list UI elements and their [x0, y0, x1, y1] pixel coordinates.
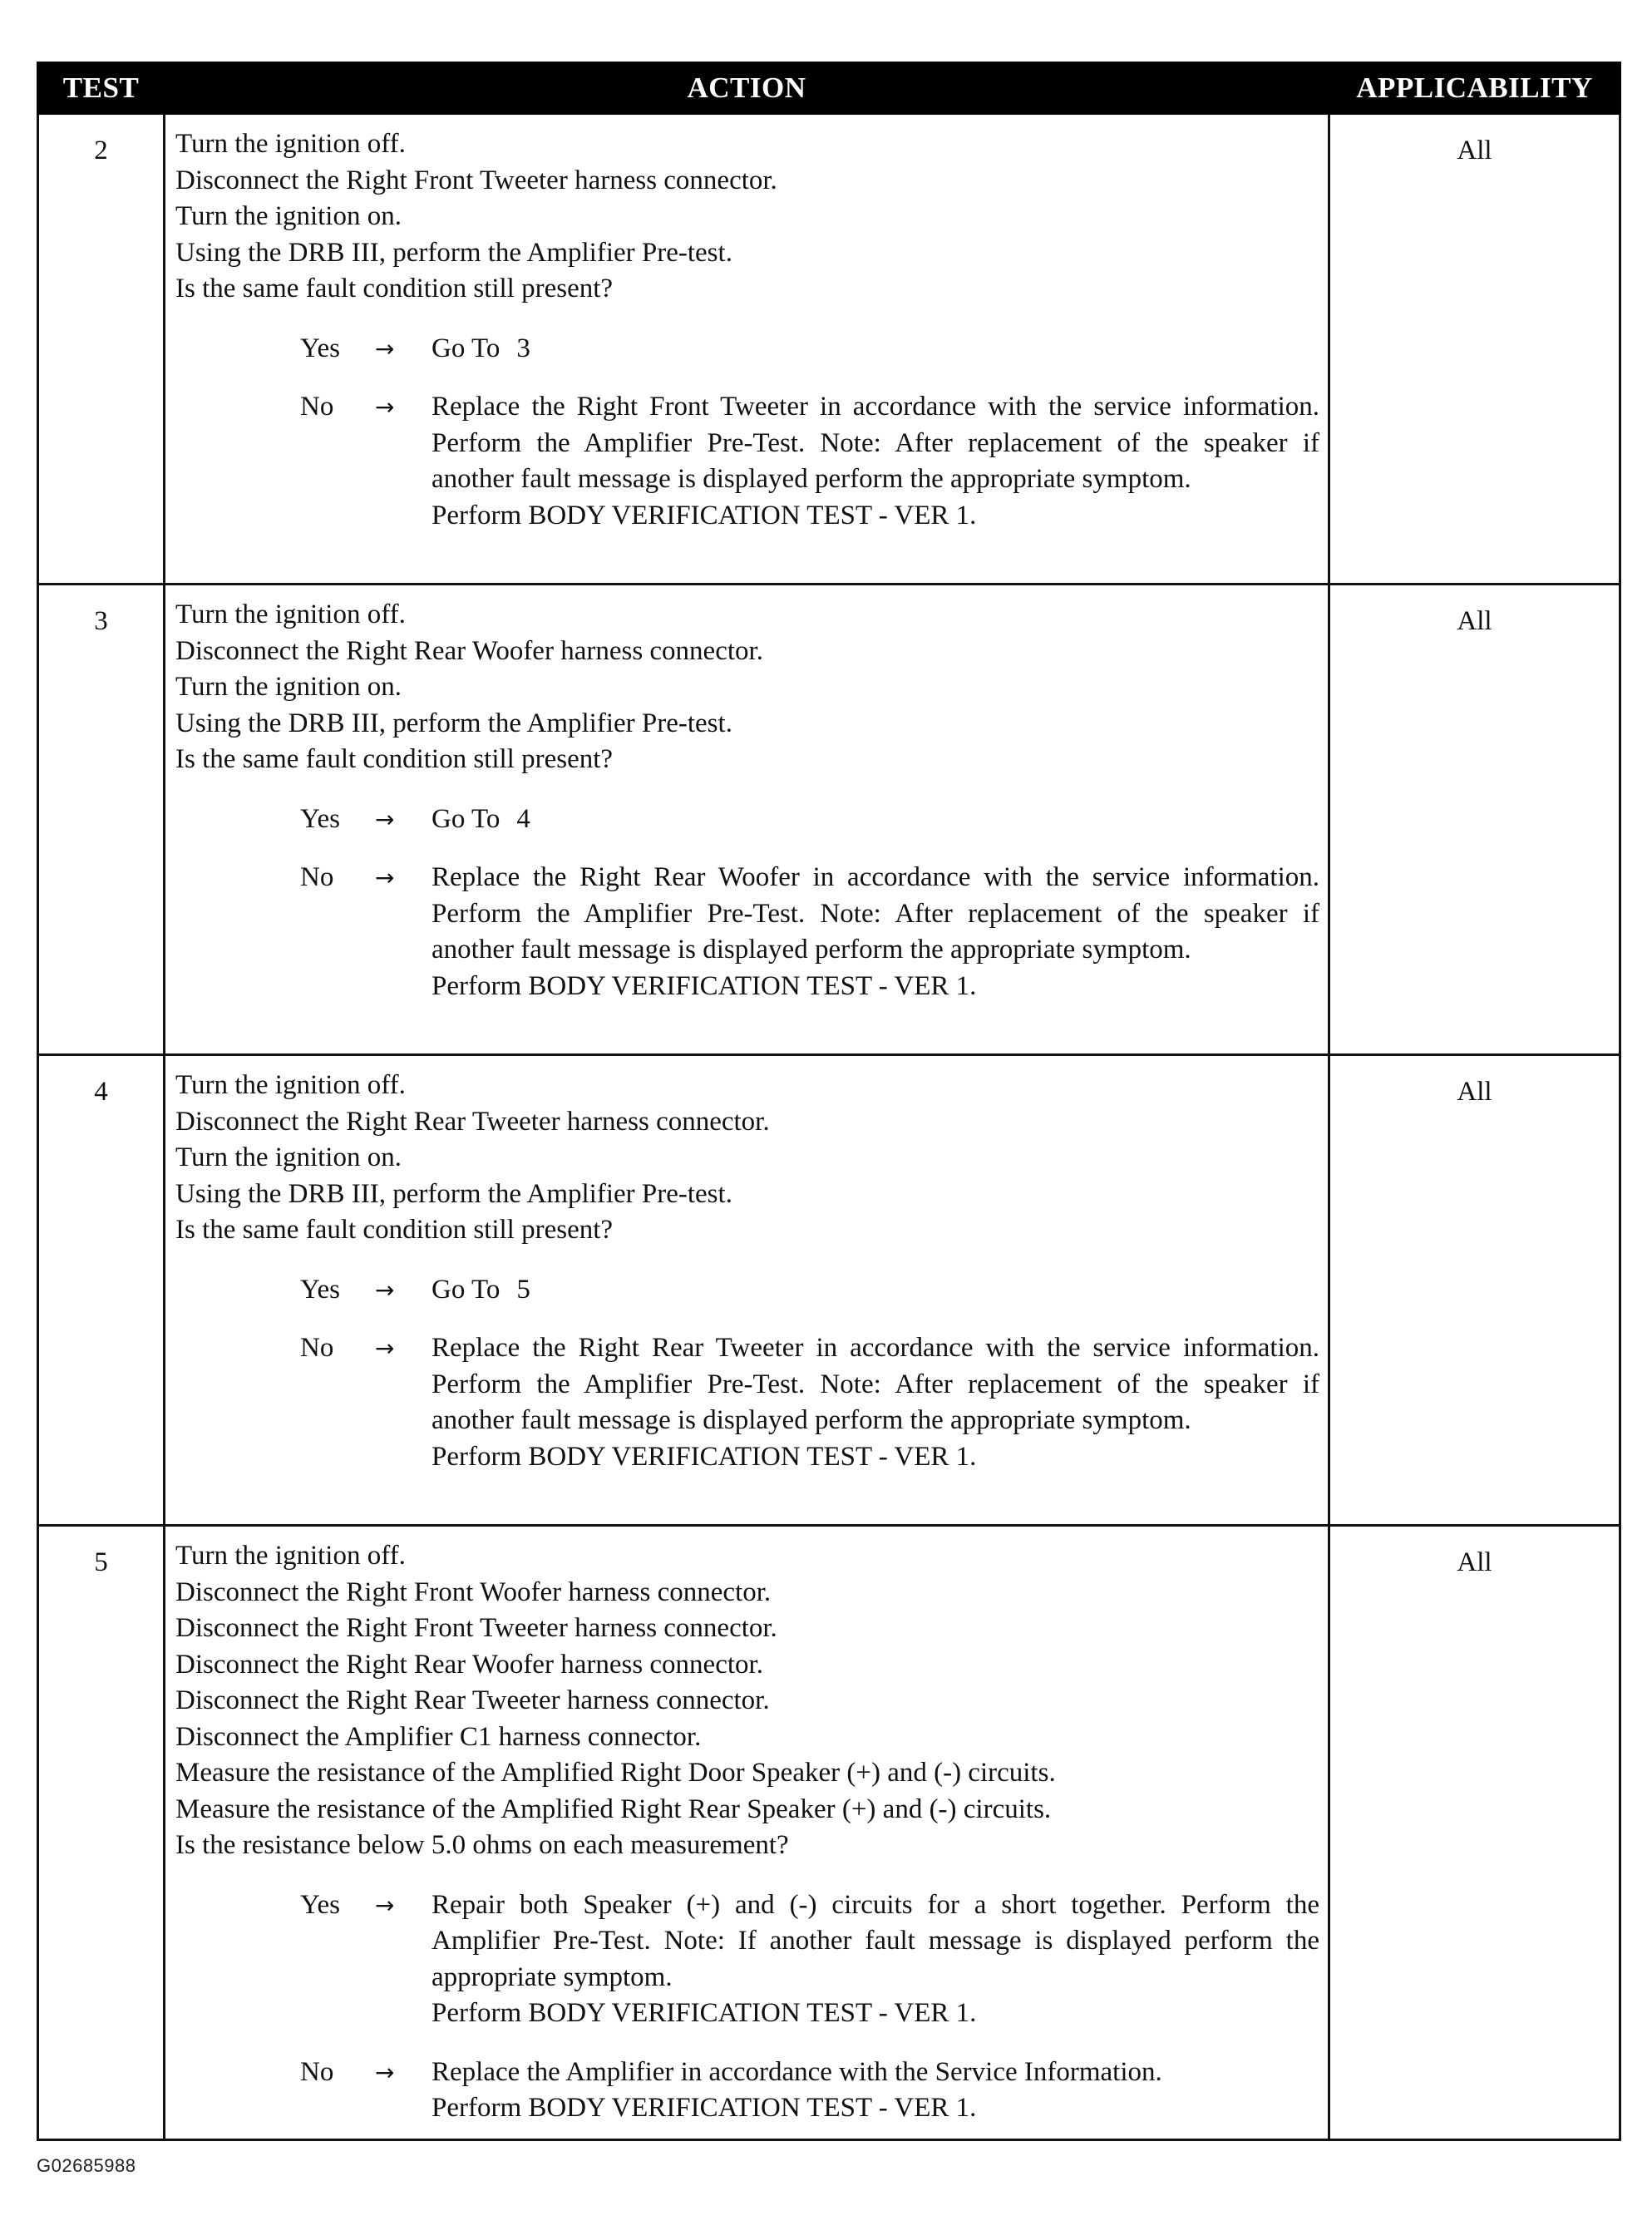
yes-answer — [175, 1887, 1319, 2032]
applicability-cell: All — [1329, 585, 1620, 1055]
step-line: Disconnect the Right Rear Tweeter harness connector. — [175, 1685, 770, 1715]
answer-line: Replace the Right Front Tweeter in accordance with the service information. Perform the Amplifier Pre-Test. Note: After replacement of the speaker if another fault message is displayed perform the appropriate symptom. — [431, 392, 1319, 494]
right-arrow-icon: → — [375, 1335, 395, 1362]
step-line: Is the resistance below 5.0 ohms on each measurement? — [175, 1830, 789, 1860]
applicability-cell: All — [1329, 1526, 1620, 2140]
yes-label: Yes — [300, 333, 341, 363]
answer-block — [175, 1887, 1319, 2127]
yes-answer — [175, 802, 1319, 838]
answer-line: Replace the Right Rear Woofer in accordance with the service information. Perform the Amplifier Pre-Test. Note: After replacement of the speaker if another fault message is displayed perform the appropriate symptom. — [431, 862, 1319, 965]
step-line: Disconnect the Right Front Tweeter harness connector. — [175, 1613, 777, 1643]
no-text — [431, 1330, 1319, 1475]
step-line: Is the same fault condition still present? — [175, 744, 614, 774]
no-label: No — [300, 392, 334, 422]
step-line: Using the DRB III, perform the Amplifier Pre-test. — [175, 708, 732, 738]
right-arrow-icon: → — [375, 393, 395, 421]
test-row-5 — [38, 1526, 1620, 2140]
step-line: Turn the ignition off. — [175, 1070, 406, 1100]
goto-label: Go To — [431, 1274, 501, 1305]
yes-text — [431, 1887, 1319, 2032]
yes-goto — [431, 1272, 1319, 1309]
answer-line: Replace the Right Rear Tweeter in accordance with the service information. Perform the Amplifier Pre-Test. Note: After replacement of the speaker if another fault message is displayed perform the appropriate symptom. — [431, 1333, 1319, 1435]
step-line: Turn the ignition off. — [175, 1541, 406, 1571]
test-procedure-table — [37, 62, 1621, 2141]
no-answer — [175, 389, 1319, 534]
test-number: 5 — [38, 1526, 165, 2140]
no-text — [431, 860, 1319, 1004]
right-arrow-icon: → — [375, 2058, 395, 2086]
answer-block — [175, 802, 1319, 1005]
answer-line: Perform BODY VERIFICATION TEST - VER 1. — [431, 2093, 977, 2123]
no-label: No — [300, 862, 334, 892]
action-cell — [165, 1526, 1329, 2140]
step-line: Measure the resistance of the Amplified Right Rear Speaker (+) and (-) circuits. — [175, 1793, 1052, 1824]
answer-line: Repair both Speaker (+) and (-) circuits for a short together. Perform the Amplifier Pre-Test. Note: If another fault message is displayed perform the appropriate symptom. — [431, 1889, 1319, 1992]
action-cell — [165, 114, 1329, 585]
step-line: Disconnect the Right Rear Woofer harness connector. — [175, 1649, 763, 1680]
no-answer — [175, 860, 1319, 1004]
step-line: Disconnect the Right Front Woofer harness connector. — [175, 1576, 772, 1607]
test-number: 2 — [38, 114, 165, 585]
applicability-cell: All — [1329, 114, 1620, 585]
step-line: Is the same fault condition still present? — [175, 274, 614, 303]
no-label: No — [300, 1333, 334, 1363]
no-label: No — [300, 2056, 334, 2087]
test-row-2 — [38, 114, 1620, 585]
answer-line: Replace the Amplifier in accordance with the Service Information. — [431, 2056, 1162, 2087]
no-text — [431, 2055, 1319, 2127]
yes-goto — [431, 802, 1319, 838]
header-test: TEST — [38, 63, 165, 114]
goto-label: Go To — [431, 803, 501, 834]
answer-line: Perform BODY VERIFICATION TEST - VER 1. — [431, 1441, 977, 1472]
step-line: Is the same fault condition still present? — [175, 1215, 614, 1245]
right-arrow-icon: → — [375, 1275, 395, 1304]
step-line: Disconnect the Right Front Tweeter harness connector. — [175, 165, 777, 195]
applicability-cell: All — [1329, 1055, 1620, 1526]
goto-target: 5 — [516, 1274, 530, 1305]
test-number: 3 — [38, 585, 165, 1055]
step-line: Turn the ignition on. — [175, 672, 402, 702]
right-arrow-icon: → — [375, 805, 395, 833]
step-line: Disconnect the Right Rear Woofer harness connector. — [175, 635, 763, 666]
step-line: Turn the ignition on. — [175, 1142, 402, 1172]
header-applicability: APPLICABILITY — [1329, 63, 1620, 114]
no-answer — [175, 1330, 1319, 1475]
step-line: Measure the resistance of the Amplified Right Door Speaker (+) and (-) circuits. — [175, 1758, 1056, 1788]
header-action: ACTION — [165, 63, 1329, 114]
step-line: Turn the ignition on. — [175, 201, 402, 231]
action-cell — [165, 1055, 1329, 1526]
table-header-row — [38, 63, 1620, 114]
step-line: Disconnect the Right Rear Tweeter harness connector. — [175, 1106, 770, 1137]
step-line: Using the DRB III, perform the Amplifier Pre-test. — [175, 237, 732, 268]
step-line: Disconnect the Amplifier C1 harness connector. — [175, 1721, 702, 1752]
right-arrow-icon: → — [375, 334, 395, 363]
test-row-3 — [38, 585, 1620, 1055]
yes-answer — [175, 1272, 1319, 1309]
test-row-4 — [38, 1055, 1620, 1526]
goto-target: 4 — [516, 803, 530, 834]
answer-line: Perform BODY VERIFICATION TEST - VER 1. — [431, 500, 977, 530]
step-line: Turn the ignition off. — [175, 129, 406, 159]
right-arrow-icon: → — [375, 1891, 395, 1919]
figure-code: G02685988 — [37, 2155, 136, 2176]
no-answer — [175, 2055, 1319, 2127]
yes-label: Yes — [300, 1274, 341, 1305]
no-text — [431, 389, 1319, 534]
step-line: Using the DRB III, perform the Amplifier Pre-test. — [175, 1178, 732, 1209]
goto-target: 3 — [516, 333, 530, 363]
answer-block — [175, 331, 1319, 535]
step-line: Turn the ignition off. — [175, 599, 406, 629]
action-cell — [165, 585, 1329, 1055]
answer-line: Perform BODY VERIFICATION TEST - VER 1. — [431, 970, 977, 1001]
yes-goto — [431, 331, 1319, 368]
answer-line: Perform BODY VERIFICATION TEST - VER 1. — [431, 1998, 977, 2028]
right-arrow-icon: → — [375, 864, 395, 891]
test-number: 4 — [38, 1055, 165, 1526]
yes-answer — [175, 331, 1319, 368]
yes-label: Yes — [300, 803, 341, 834]
goto-label: Go To — [431, 333, 501, 363]
answer-block — [175, 1272, 1319, 1476]
yes-label: Yes — [300, 1889, 341, 1920]
